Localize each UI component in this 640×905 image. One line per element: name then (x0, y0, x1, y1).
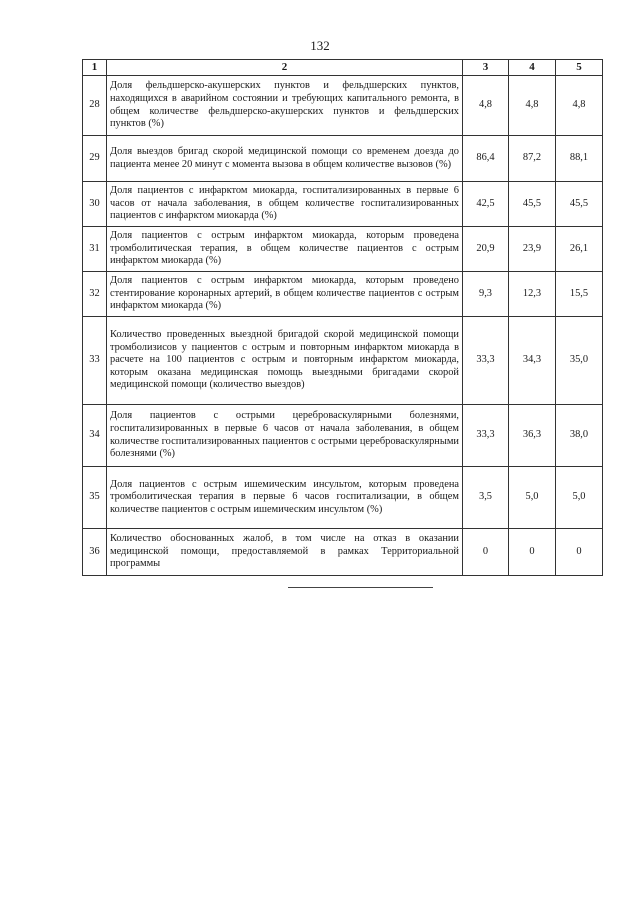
value-col3: 42,5 (463, 182, 509, 227)
table-row (83, 272, 603, 317)
value-col4: 5,0 (509, 467, 556, 529)
indicator-description: Доля выездов бригад скорой медицинской помощи со временем доезда до пациента менее 20 минут с момента вызова в общем количестве вызовов (%) (107, 136, 463, 182)
row-number: 32 (83, 272, 107, 317)
indicator-description: Доля пациентов с острым инфарктом миокарда, которым проведена тромболитическая терапия, в общем количестве пациентов с острым инфарктом миокарда (%) (107, 227, 463, 272)
value-col3: 86,4 (463, 136, 509, 182)
value-col4: 0 (509, 529, 556, 576)
value-col3: 33,3 (463, 405, 509, 467)
indicator-description: Доля пациентов с острыми цереброваскулярными болезнями, госпитализированных в первые 6 часов от начала заболевания, в общем количестве госпитализированных пациентов с острыми цереброваскулярными болезнями (%) (107, 405, 463, 467)
table-row (83, 76, 603, 136)
value-col4: 34,3 (509, 317, 556, 405)
value-col4: 87,2 (509, 136, 556, 182)
value-col3: 3,5 (463, 467, 509, 529)
value-col3: 33,3 (463, 317, 509, 405)
row-number: 34 (83, 405, 107, 467)
column-header: 5 (556, 60, 603, 76)
value-col5: 35,0 (556, 317, 603, 405)
value-col5: 15,5 (556, 272, 603, 317)
table-row (83, 317, 603, 405)
indicator-description: Доля пациентов с инфарктом миокарда, госпитализированных в первые 6 часов от начала заболевания, в общем количестве госпитализированных пациентов с инфарктом миокарда (%) (107, 182, 463, 227)
column-header: 3 (463, 60, 509, 76)
value-col3: 4,8 (463, 76, 509, 136)
table-row (83, 529, 603, 576)
value-col3: 20,9 (463, 227, 509, 272)
value-col4: 12,3 (509, 272, 556, 317)
row-number: 29 (83, 136, 107, 182)
value-col5: 4,8 (556, 76, 603, 136)
value-col5: 45,5 (556, 182, 603, 227)
row-number: 33 (83, 317, 107, 405)
column-header: 2 (107, 60, 463, 76)
table-row (83, 405, 603, 467)
indicator-description: Количество проведенных выездной бригадой скорой медицинской помощи тромболизисов у пациентов с острым и повторным инфарктом миокарда в расчете на 100 пациентов с острым и повторным инфарктом миокарда, которым оказана медицинская помощь выездными бригадами скорой медицинской помощи (количество выездов) (107, 317, 463, 405)
table-row (83, 136, 603, 182)
table-row (83, 467, 603, 529)
table-row (83, 182, 603, 227)
value-col4: 36,3 (509, 405, 556, 467)
indicators-table (82, 59, 603, 576)
row-number: 31 (83, 227, 107, 272)
indicator-description: Доля пациентов с острым ишемическим инсультом, которым проведена тромболитическая терапия в первые 6 часов госпитализации, в общем количестве пациентов с острым ишемическим инсультом (%) (107, 467, 463, 529)
value-col5: 0 (556, 529, 603, 576)
table-header-row (83, 60, 603, 76)
row-number: 30 (83, 182, 107, 227)
row-number: 35 (83, 467, 107, 529)
value-col4: 23,9 (509, 227, 556, 272)
row-number: 28 (83, 76, 107, 136)
indicator-description: Доля фельдшерско-акушерских пунктов и фельдшерских пунктов, находящихся в аварийном состоянии и требующих капитального ремонта, в общем количестве фельдшерско-акушерских пунктов и фельдшерских пунктов (%) (107, 76, 463, 136)
value-col3: 9,3 (463, 272, 509, 317)
value-col5: 5,0 (556, 467, 603, 529)
column-header: 1 (83, 60, 107, 76)
value-col4: 45,5 (509, 182, 556, 227)
end-divider-line (288, 587, 433, 588)
value-col5: 26,1 (556, 227, 603, 272)
indicator-description: Количество обоснованных жалоб, в том числе на отказ в оказании медицинской помощи, предоставляемой в рамках Территориальной программы (107, 529, 463, 576)
indicator-description: Доля пациентов с острым инфарктом миокарда, которым проведено стентирование коронарных артерий, в общем количестве пациентов с острым инфарктом миокарда (%) (107, 272, 463, 317)
column-header: 4 (509, 60, 556, 76)
table-row (83, 227, 603, 272)
row-number: 36 (83, 529, 107, 576)
value-col3: 0 (463, 529, 509, 576)
value-col4: 4,8 (509, 76, 556, 136)
value-col5: 38,0 (556, 405, 603, 467)
value-col5: 88,1 (556, 136, 603, 182)
page-number: 132 (310, 38, 330, 53)
